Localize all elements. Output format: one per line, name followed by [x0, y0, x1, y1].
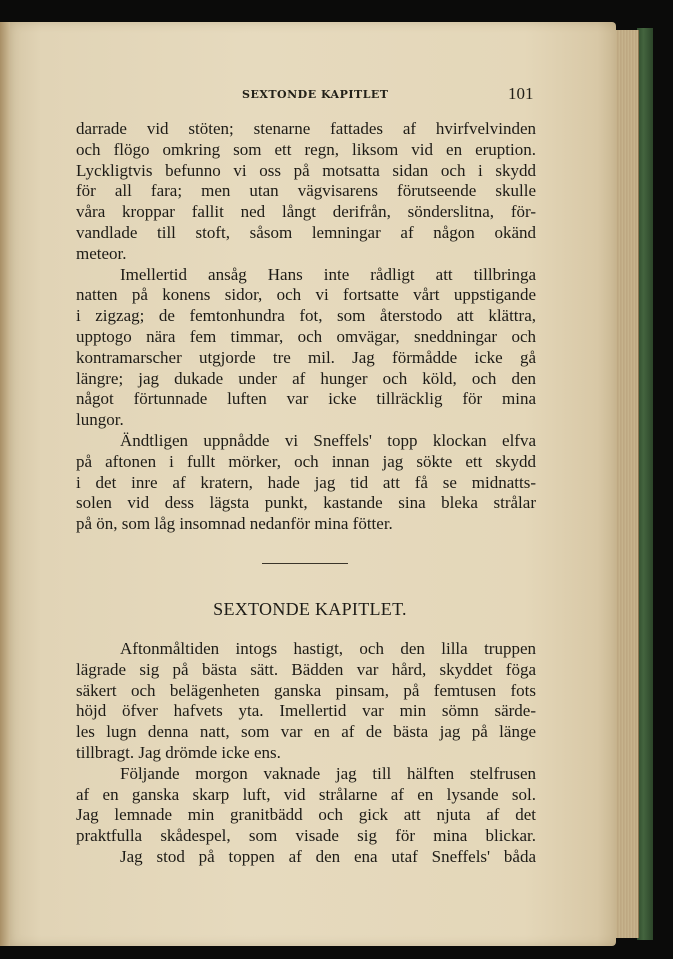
- running-head: [4, 86, 616, 106]
- text-line: vandlade till stoft, såsom lemningar af någon okänd: [76, 222, 536, 242]
- text-line: upptogo nära fem timmar, och omvägar, sneddningar och: [76, 326, 536, 346]
- text-line: Aftonmåltiden intogs hastigt, och den lilla truppen: [120, 639, 536, 658]
- book-page: [4, 22, 616, 946]
- text-line: för all fara; men utan vägvisarens förutseende skulle: [76, 181, 536, 201]
- text-line: i zigzag; de femtonhundra fot, som återstodo att klättra,: [76, 306, 536, 326]
- text-line: lägrade sig på bästa sätt. Bädden var hård, skyddet föga: [76, 659, 536, 679]
- text-line: längre; jag dukade under af hunger och köld, och den: [76, 368, 536, 388]
- page-gutter-edge: [0, 22, 10, 946]
- page-edges: [612, 30, 639, 938]
- text-line: natten på konens sidor, och vi fortsatte vårt uppstigande: [76, 285, 536, 305]
- text-line: les lugn denna natt, som var en af de bästa jag på länge: [76, 722, 536, 742]
- text-line: meteor.: [76, 243, 127, 263]
- body-text-section-1: [76, 119, 536, 535]
- text-line: på ön, som låg insomnad nedanför mina fötter.: [76, 514, 393, 534]
- text-line: praktfulla skådespel, som visade sig för mina blickar.: [76, 826, 536, 846]
- text-line: något förtunnade luften var icke tillräcklig för mina: [76, 389, 536, 409]
- text-line: lungor.: [76, 410, 124, 430]
- text-line: Imellertid ansåg Hans inte rådligt att tillbringa: [120, 264, 536, 284]
- running-head-title: SEXTONDE KAPITLET: [242, 88, 389, 101]
- text-line: säkert och belägenheten ganska pinsam, på femtusen fots: [76, 680, 536, 700]
- book-cover-edge: [637, 28, 653, 940]
- text-line: darrade vid stöten; stenarne fattades af hvirfvelvinden: [76, 119, 536, 138]
- chapter-heading: [4, 599, 616, 620]
- page-number: 101: [508, 84, 534, 103]
- text-line: Lyckligtvis befunno vi oss på motsatta sidan och i skydd: [76, 160, 536, 180]
- text-line: på aftonen i fullt mörker, och innan jag sökte ett skydd: [76, 451, 536, 471]
- chapter-heading-text: SEXTONDE KAPITLET.: [213, 599, 407, 619]
- section-divider-rule: [262, 563, 348, 564]
- text-line: Följande morgon vaknade jag till hälften stelfrusen: [120, 763, 536, 783]
- text-line: tillbragt. Jag drömde icke ens.: [76, 742, 281, 762]
- body-text-section-2: [76, 639, 536, 868]
- text-line: Jag stod på toppen af den ena utaf Sneffels' båda: [120, 846, 536, 866]
- text-line: solen vid dess lägsta punkt, kastande sina bleka strålar: [76, 493, 536, 513]
- text-line: kontramarscher utgjorde tre mil. Jag förmådde icke gå: [76, 347, 536, 367]
- text-line: Ändtligen uppnådde vi Sneffels' topp klockan elfva: [120, 430, 536, 450]
- text-line: våra kroppar fallit ned långt derifrån, sönderslitna, för-: [76, 202, 536, 222]
- text-line: af en ganska skarp luft, vid strålarne af en lysande sol.: [76, 784, 536, 804]
- text-line: höjd öfver hafvets yta. Imellertid var min sömn särde-: [76, 701, 536, 721]
- text-line: i det inre af kratern, hade jag tid att få se midnatts-: [76, 472, 536, 492]
- text-line: och flögo omkring som ett regn, liksom vid en eruption.: [76, 139, 536, 159]
- text-line: Jag lemnade min granitbädd och gick att njuta af det: [76, 805, 536, 825]
